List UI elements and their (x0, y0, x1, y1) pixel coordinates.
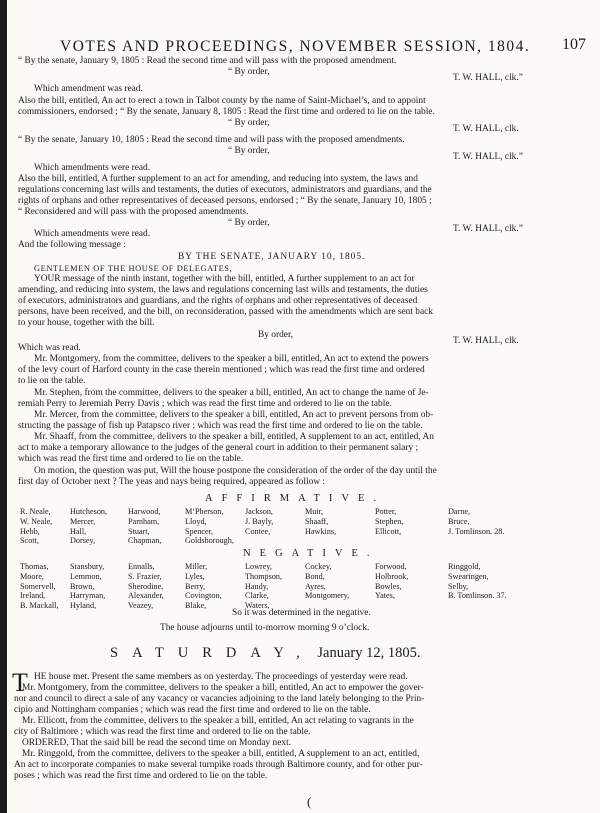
text-line: Also the bill, entitled, An act to erect a town in Talbot county by the name of Saint-Michael’s, and to appoint (18, 96, 426, 106)
affirmative-heading: AFFIRMATIVE. (205, 493, 386, 504)
member-name: Muir, (305, 507, 324, 516)
member-name: Forwood, (375, 562, 407, 571)
member-name: Ellicott, (375, 526, 402, 536)
text-line: HE house met. Present the same members as on yesterday. The proceedings of yesterday were read. (34, 672, 408, 682)
saturday-heading (110, 645, 421, 662)
member-name: Lyles, (185, 571, 205, 581)
member-name: Yates, (375, 591, 395, 601)
text-line: And the following message : (18, 240, 126, 250)
text-line: Which amendment was read. (34, 84, 143, 94)
text-line: Which amendments were read. (34, 229, 151, 239)
vote-column (20, 562, 58, 611)
member-name: Jackson, (245, 507, 273, 516)
member-name: Cockey, (305, 562, 332, 571)
member-name: Hebb, (20, 526, 40, 536)
vote-column (185, 562, 222, 611)
member-name: Ireland, (20, 591, 46, 601)
text-line: Mr. Shaaff, from the committee, delivers to the speaker a bill, entitled, A supplement to an act, entitled, An (34, 432, 434, 442)
member-name: Bruce, (448, 516, 470, 526)
text-line: “ By the senate, January 10, 1805 : Read the second time and will pass with the proposed amendments. (18, 135, 405, 145)
member-name: Bowles, (375, 581, 402, 591)
drop-cap: T (12, 668, 28, 697)
clerk-signature: T. W. HALL, clk. (453, 124, 519, 134)
text-line: “ Reconsidered and will pass with the proposed amendments. (18, 207, 249, 217)
member-name: M‘Pherson, (185, 507, 224, 516)
member-name: Spencer, (185, 526, 214, 536)
message-salutation: GENTLEMEN OF THE HOUSE OF DELEGATES, (34, 264, 233, 273)
vote-column (185, 507, 234, 546)
text-line: persons, have been received, and the bill, on reconsideration, passed with the amendments which are sent back (18, 307, 433, 317)
text-line: amending, and reducing into system, the laws and regulations concerning last wills and testaments, the duties (18, 285, 428, 295)
vote-column (448, 562, 507, 601)
vote-result: So it was determined in the negative. (232, 608, 371, 618)
member-name: Swearingen, (448, 571, 489, 581)
member-name: Stuart, (128, 526, 150, 536)
negative-heading: NEGATIVE. (243, 548, 379, 559)
text-line: regulations concerning last wills and testaments, the duties of executors, administrators and guardians, and the (18, 185, 432, 195)
member-name: Stephen, (375, 516, 404, 526)
text-line: city of Baltimore ; which was read the first time and ordered to lie on the table. (14, 727, 311, 737)
clerk-signature: T. W. HALL, clk.” (453, 152, 523, 162)
running-head: VOTES AND PROCEEDINGS, NOVEMBER SESSION, 1804. (60, 38, 531, 55)
member-name: Lemmon, (70, 571, 102, 581)
member-name: Chapman, (128, 536, 162, 546)
member-name: Somervell, (20, 581, 56, 591)
text-line: On motion, the question was put, Will the house postpone the consideration of the order of the day until the (34, 466, 437, 476)
text-line: Mr. Montgomery, from the committee, delivers to the speaker a bill, entitled, An act to empower the gover- (22, 683, 424, 693)
member-name: Ayres, (305, 581, 326, 591)
member-name: Dorsey, (70, 536, 96, 546)
member-name: Miller, (185, 562, 208, 571)
member-name: Thomas, (20, 562, 49, 571)
text-line: first day of October next ? The yeas and nays being required, appeared as follow : (18, 477, 326, 487)
text-line: Mr. Ellicott, from the committee, delivers to the speaker a bill, entitled, An act relating to vagrants in the (22, 716, 414, 726)
member-name: Thompson, (245, 571, 283, 581)
member-name: Brown, (70, 581, 95, 591)
text-line: which was read the first time and ordered to lie on the table. (18, 454, 244, 464)
catchword: ( (307, 794, 312, 809)
member-name: Lowrey, (245, 562, 272, 571)
clerk-signature: T. W. HALL, clk. (453, 336, 519, 346)
member-name: Selby, (448, 581, 469, 591)
member-name: Stansbury, (70, 562, 105, 571)
vote-column (20, 507, 52, 546)
vote-column (245, 507, 273, 536)
vote-column (448, 507, 504, 536)
member-name: Blake, (185, 601, 207, 611)
member-name: Scott, (20, 536, 39, 546)
vote-column (375, 507, 403, 536)
member-name: Waters, (245, 601, 270, 611)
text-line: Which amendments were read. (34, 163, 151, 173)
member-name: B. Mackall, (20, 601, 59, 611)
text-line: to lie on the table. (18, 376, 86, 386)
member-name: Clarke, (245, 591, 269, 601)
by-order: “ By order, (228, 67, 270, 77)
text-line: commissioners, endorsed ; “ By the senate, January 8, 1805 : Read the first time and ordered to lie on the table. (18, 107, 435, 117)
member-name: Goldsborough, (185, 536, 234, 546)
by-order: By order, (258, 330, 294, 340)
clerk-signature: T. W. HALL, clk.” (453, 73, 523, 83)
member-name: Contee, (245, 526, 271, 536)
day-date: January 12, 1805. (317, 645, 421, 661)
vote-column (128, 562, 164, 611)
text-line: “ By the senate, January 9, 1805 : Read the second time and will pass with the proposed amendment. (18, 56, 397, 66)
member-name: Shaaff, (305, 516, 329, 526)
member-name: Darne, (448, 507, 471, 516)
member-name: R. Neale, (20, 507, 51, 516)
text-line: Mr. Ringgold, from the committee, delivers to the speaker a bill, entitled, A supplement to an act, entitled, (22, 749, 420, 759)
by-order: “ By order, (228, 118, 270, 128)
by-order: “ By order, (228, 146, 270, 156)
text-line: YOUR message of the ninth instant, together with the bill, entitled, A further supplement to an act for (34, 274, 415, 284)
member-name: Lloyd, (185, 516, 207, 526)
member-name: Parnham, (128, 516, 160, 526)
member-name: Potter, (375, 507, 397, 516)
member-name: Hyland, (70, 601, 97, 611)
text-line: An act to incorporate companies to make several turnpike roads through Baltimore county, and for other pur- (14, 760, 423, 770)
member-name: J. Tomlinson. 28. (448, 526, 505, 536)
vote-column (305, 562, 349, 601)
vote-column (305, 507, 336, 536)
member-name: Handy, (245, 581, 269, 591)
member-name: Alexander, (128, 591, 164, 601)
text-line: cipio and Nottingham companies ; which was read the first time and ordered to lie on the table. (14, 705, 371, 715)
vote-column (70, 507, 107, 546)
text-line: poses ; which was read the first time and ordered to lie on the table. (14, 771, 268, 781)
text-line: Also the bill, entitled, A further supplement to an act for amending, and reducing into system, the laws and (18, 174, 418, 184)
text-line: of executors, administrators and guardians, and the rights of orphans and other representatives of deceased (18, 296, 418, 306)
text-line: act to make a temporary allowance to the judges of the general court in addition to their permanent salary ; (18, 443, 419, 453)
text-line: rights of orphans and other representatives of deceased persons, endorsed ; “ By the senate, January 10, 1805 ; (18, 196, 432, 206)
message-heading: BY THE SENATE, JANUARY 10, 1805. (178, 252, 366, 262)
vote-column (375, 562, 408, 601)
order-line: ORDERED, That the said bill be read the second time on Monday next. (22, 738, 292, 748)
member-name: Moore, (20, 571, 44, 581)
member-name: Sherodine, (128, 581, 164, 591)
vote-column (128, 507, 161, 546)
member-name: Ennalls, (128, 562, 155, 571)
page-edge-shadow (0, 0, 7, 813)
member-name: S. Frazier, (128, 571, 162, 581)
vote-column (245, 562, 282, 611)
member-name: Ringgold, (448, 562, 481, 571)
member-name: Montgomery, (305, 591, 350, 601)
text-line: structing the passage of fish up Patapsco river ; which was read the first time and ordered to lie on the table. (18, 421, 423, 431)
member-name: Hawkins, (305, 526, 337, 536)
text-line: of the levy court of Harford county in the case therein mentioned ; which was read the first time and ordered (18, 365, 425, 375)
member-name: Hall, (70, 526, 87, 536)
text-line: nor and council to direct a sale of any vacancy or vacancies adjoining to the land lately belonging to the Prin- (14, 694, 425, 704)
member-name: Holbrook, (375, 571, 409, 581)
clerk-signature: T. W. HALL, clk.” (453, 224, 523, 234)
text-line: Mr. Montgomery, from the committee, delivers to the speaker a bill, entitled, An act to extend the powers (34, 354, 429, 364)
member-name: W. Neale, (20, 516, 53, 526)
text-line: to your house, together with the bill. (18, 318, 155, 328)
member-name: Mercer, (70, 516, 96, 526)
member-name: Harryman, (70, 591, 106, 601)
member-name: J. Bayly, (245, 516, 274, 526)
member-name: Bond, (305, 571, 325, 581)
member-name: B. Tomlinson. 37. (448, 591, 507, 601)
vote-column (70, 562, 105, 611)
text-line: Mr. Mercer, from the committee, delivers to the speaker a bill, entitled, An act to prevent persons from ob- (34, 410, 434, 420)
by-order: “ By order, (228, 218, 270, 228)
member-name: Berry, (185, 581, 206, 591)
member-name: Covington, (185, 591, 222, 601)
day-name: SATURDAY, (110, 645, 314, 661)
text-line: remiah Perry to Jeremiah Perry Davis ; which was read the first time and ordered to lie on the table. (18, 399, 392, 409)
text-line: Which was read. (18, 343, 81, 353)
adjournment-note: The house adjourns until to-morrow morning 9 o’clock. (160, 623, 370, 633)
member-name: Hutcheson, (70, 507, 108, 516)
member-name: Harwood, (128, 507, 161, 516)
text-line: Mr. Stephen, from the committee, delivers to the speaker a bill, entitled, An act to change the name of Je- (34, 388, 429, 398)
page-number: 107 (562, 36, 586, 53)
member-name: Veazey, (128, 601, 154, 611)
